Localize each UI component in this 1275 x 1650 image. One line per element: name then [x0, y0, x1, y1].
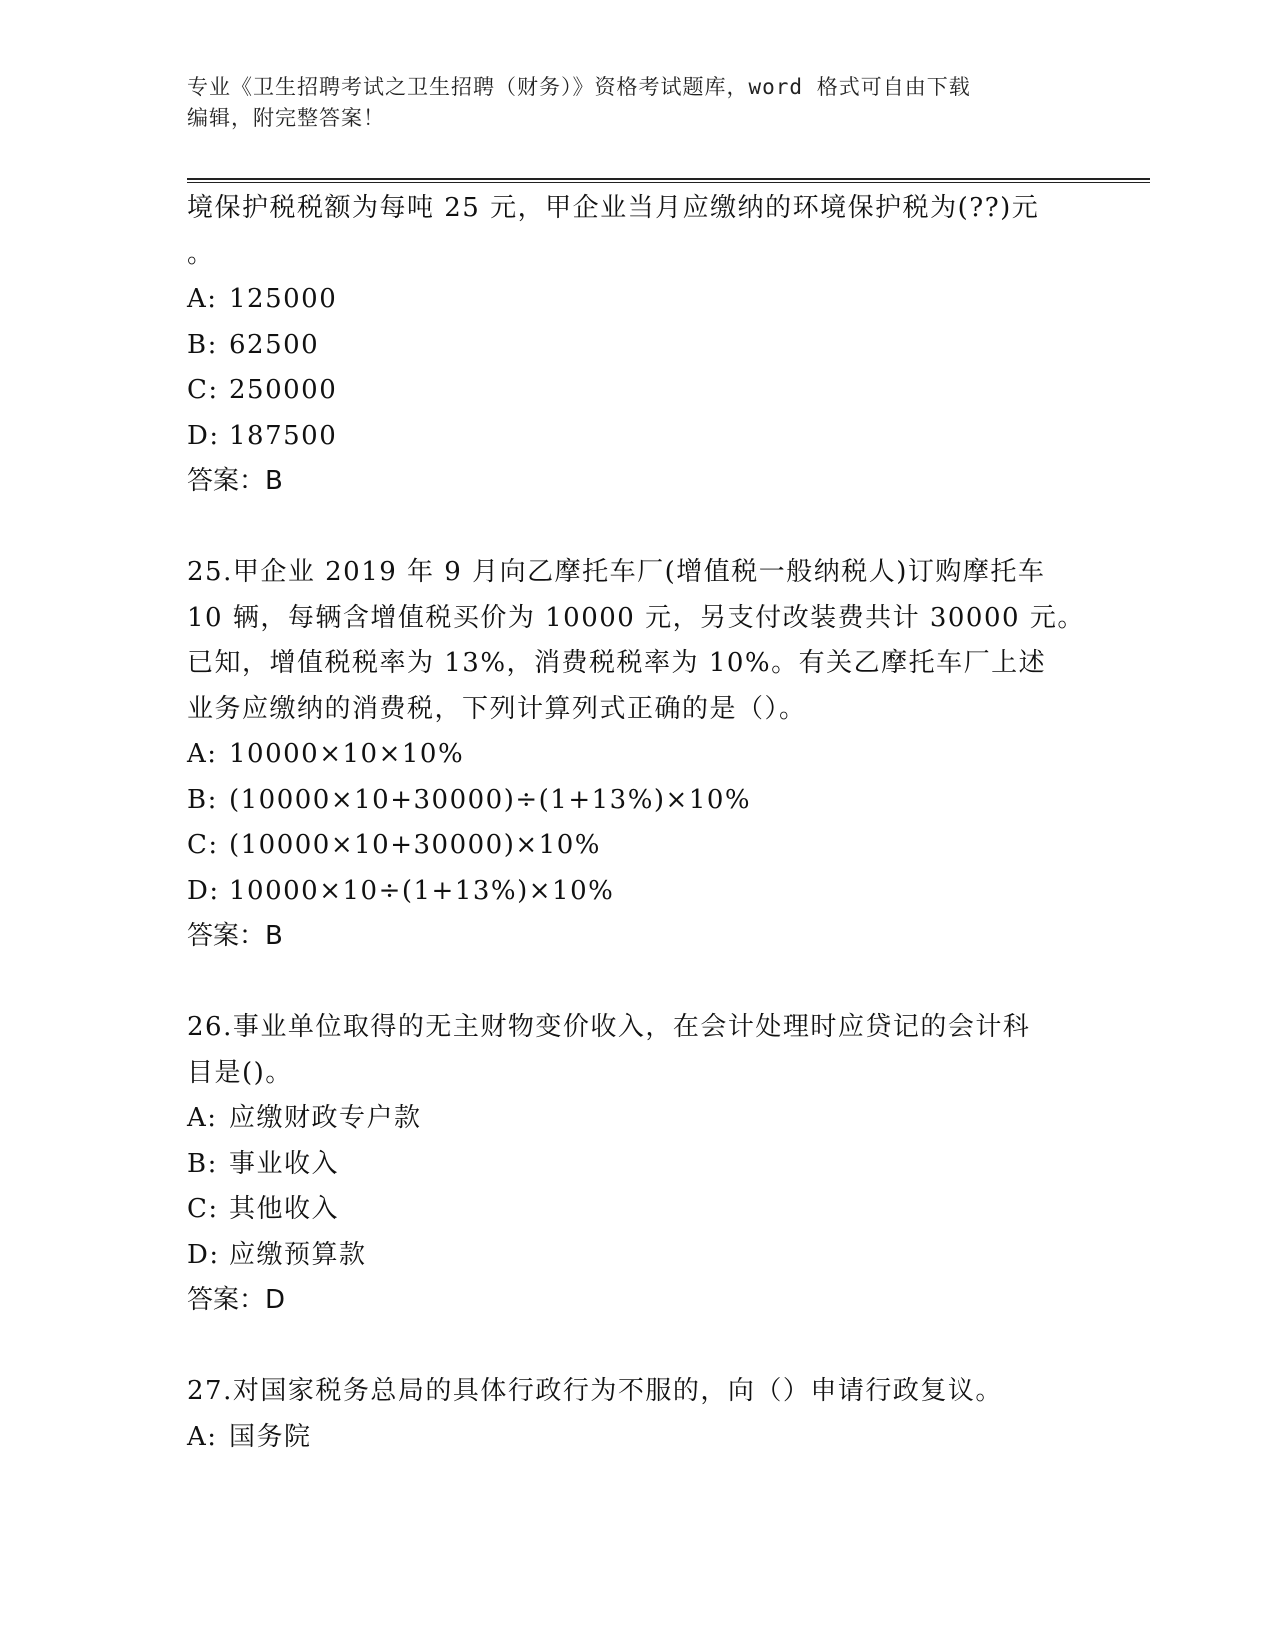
header-divider-thin — [187, 182, 1150, 183]
question-24 — [187, 186, 1087, 505]
option-text: 国务院 — [229, 1421, 312, 1452]
header-line-2: 编辑，附完整答案！ — [187, 106, 385, 130]
option-text: 10000×10×10% — [229, 739, 465, 769]
question-25-text-line-3: 已知，增值税税率为 13%，消费税税率为 10%。有关乙摩托车厂上述 — [187, 648, 1047, 678]
question-26-option-b — [187, 1142, 1087, 1188]
question-26-text-line-1: 26.事业单位取得的无主财物变价收入，在会计处理时应贷记的会计科 — [187, 1012, 1031, 1042]
question-25-option-b — [187, 778, 1087, 824]
question-26-option-d — [187, 1233, 1087, 1279]
option-label: D: — [187, 1239, 220, 1270]
option-label: B: — [187, 1148, 218, 1179]
question-27-text-line-1: 27.对国家税务总局的具体行政行为不服的，向（）申请行政复议。 — [187, 1376, 1003, 1406]
option-text: 应缴预算款 — [229, 1239, 367, 1270]
question-24-option-b — [187, 323, 1087, 369]
option-label: B: — [187, 329, 218, 360]
spacer — [187, 960, 1087, 1006]
option-text: 其他收入 — [229, 1194, 340, 1224]
question-26-answer: 答案：D — [187, 1285, 286, 1315]
document-header — [187, 72, 1087, 134]
question-24-option-d — [187, 414, 1087, 460]
option-label: C: — [187, 375, 219, 405]
question-24-answer: 答案：B — [187, 466, 283, 496]
question-content — [187, 186, 1087, 1460]
option-text: 10000×10÷(1+13%)×10% — [229, 875, 615, 906]
question-25-option-d — [187, 869, 1087, 915]
question-25-text-line-1: 25.甲企业 2019 年 9 月向乙摩托车厂(增值税一般纳税人)订购摩托车 — [187, 557, 1046, 587]
question-26 — [187, 1005, 1087, 1324]
option-label: A: — [187, 1103, 218, 1133]
spacer — [187, 505, 1087, 551]
question-25-text-line-4: 业务应缴纳的消费税，下列计算列式正确的是（）。 — [187, 693, 807, 724]
option-label: C: — [187, 1194, 219, 1224]
question-26-option-a — [187, 1096, 1087, 1142]
option-text: 187500 — [229, 420, 338, 451]
option-label: A: — [187, 284, 218, 314]
header-line-1: 专业《卫生招聘考试之卫生招聘（财务）》资格考试题库，word 格式可自由下载 — [187, 75, 971, 99]
question-25-answer: 答案：B — [187, 921, 283, 951]
option-text: 应缴财政专户款 — [229, 1103, 422, 1133]
option-label: C: — [187, 830, 219, 860]
question-25-option-c — [187, 823, 1087, 869]
option-label: A: — [187, 739, 218, 769]
question-26-option-c — [187, 1187, 1087, 1233]
option-label: A: — [187, 1421, 218, 1452]
question-25-option-a — [187, 732, 1087, 778]
question-24-text-line-2: 。 — [187, 238, 215, 269]
option-label: D: — [187, 875, 220, 906]
option-text: 事业收入 — [229, 1148, 340, 1179]
option-text: (10000×10+30000)×10% — [229, 830, 601, 860]
option-label: B: — [187, 784, 218, 815]
question-24-option-a — [187, 277, 1087, 323]
question-27-option-a — [187, 1415, 1087, 1461]
header-divider-thick — [187, 178, 1150, 180]
question-24-option-c — [187, 368, 1087, 414]
option-text: 250000 — [229, 375, 338, 405]
question-26-text-line-2: 目是()。 — [187, 1057, 293, 1088]
question-25 — [187, 550, 1087, 960]
spacer — [187, 1324, 1087, 1370]
question-25-text-line-2: 10 辆，每辆含增值税买价为 10000 元，另支付改装费共计 30000 元。 — [187, 602, 1085, 633]
question-27 — [187, 1369, 1087, 1460]
question-24-text-line-1: 境保护税税额为每吨 25 元，甲企业当月应缴纳的环境保护税为(??)元 — [187, 193, 1040, 223]
option-text: 62500 — [229, 329, 320, 360]
option-label: D: — [187, 420, 220, 451]
option-text: (10000×10+30000)÷(1+13%)×10% — [229, 784, 752, 815]
option-text: 125000 — [229, 284, 338, 314]
